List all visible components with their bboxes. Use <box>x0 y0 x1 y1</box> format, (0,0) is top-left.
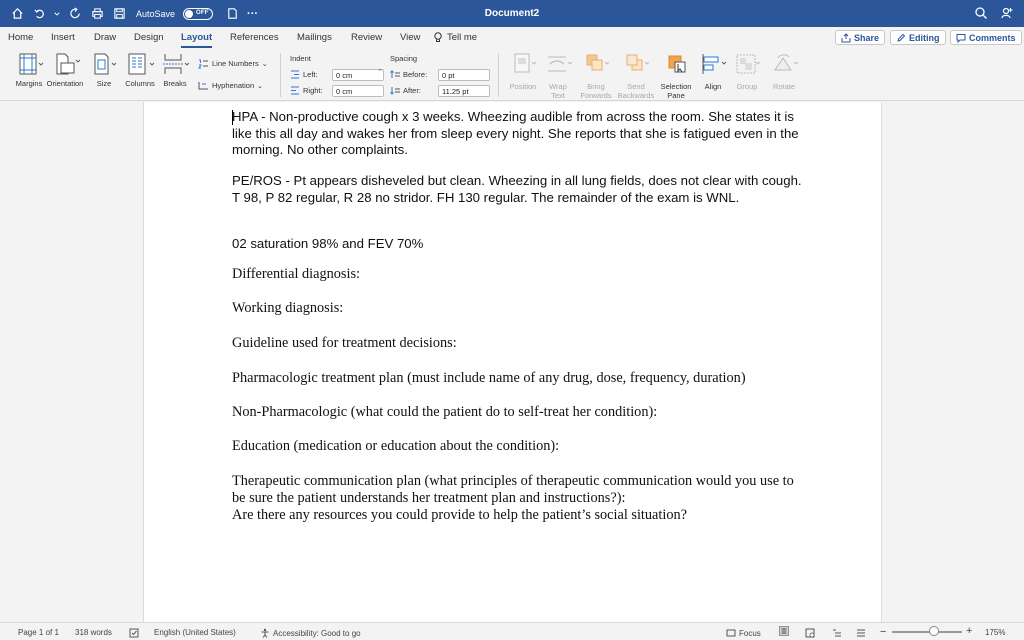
tab-insert[interactable]: Insert <box>51 32 75 43</box>
document-canvas <box>0 102 1024 622</box>
indent-left-input[interactable]: 0 cm <box>332 69 384 81</box>
margins-label: Margins <box>15 79 43 88</box>
rotate-icon <box>769 52 799 76</box>
paragraph-o2-saturation[interactable]: 02 saturation 98% and FEV 70% <box>232 236 424 251</box>
heading-differential-diagnosis[interactable]: Differential diagnosis: <box>232 266 360 282</box>
ribbon-tabs <box>0 27 1024 49</box>
focus-icon <box>726 628 736 638</box>
selection-pane-label-2: Pane <box>667 91 685 100</box>
paragraph-hpa[interactable]: HPA - Non-productive cough x 3 weeks. Wheezing audible from across the room. She states it is like this all day and wakes her from sleep every night. She reports that she is fatigued even in the morning. No other complaints. <box>232 109 799 158</box>
columns-label: Columns <box>125 79 155 88</box>
send-backwards-label-2: Backwards <box>617 91 655 100</box>
document-page[interactable] <box>143 102 882 622</box>
comments-label: Comments <box>969 32 1016 43</box>
selection-pane-button[interactable] <box>656 52 696 100</box>
wrap-text-button[interactable] <box>540 52 576 100</box>
size-label: Size <box>96 79 112 88</box>
indent-left-spinner[interactable]: ⌃ <box>377 69 383 76</box>
send-backwards-icon <box>621 52 651 76</box>
columns-icon <box>123 52 157 76</box>
indent-right-label: Right: <box>290 86 323 95</box>
heading-working-diagnosis[interactable]: Working diagnosis: <box>232 300 344 316</box>
proofing-icon[interactable] <box>129 628 139 638</box>
breaks-button[interactable] <box>158 52 192 88</box>
hyphenation-icon <box>198 80 209 91</box>
tab-home[interactable]: Home <box>8 32 34 43</box>
heading-therapeutic-communication[interactable]: Therapeutic communication plan (what principles of therapeutic communication would you use to be sure the patient understands her treatment plan and instructions?): <box>232 473 794 507</box>
zoom-slider-thumb[interactable] <box>929 626 939 636</box>
wrap-text-label-2: Text <box>551 91 565 100</box>
title-bar <box>0 0 1024 27</box>
hyphenation-button[interactable] <box>198 80 263 91</box>
autosave-label: AutoSave <box>136 8 176 19</box>
size-icon <box>89 52 119 76</box>
size-button[interactable] <box>88 52 120 88</box>
comment-icon <box>956 33 966 43</box>
document-title: Document2 <box>484 8 540 19</box>
position-button[interactable] <box>504 52 542 91</box>
bring-forwards-label-2: Forwards <box>580 91 612 100</box>
chevron-down-icon: ⌄ <box>257 82 263 90</box>
heading-guideline[interactable]: Guideline used for treatment decisions: <box>232 335 457 351</box>
spacing-before-input[interactable]: 0 pt <box>438 69 490 81</box>
send-backwards-label-1: Send <box>627 82 645 91</box>
share-label: Share <box>854 32 880 43</box>
zoom-in-button[interactable]: + <box>966 625 973 637</box>
wrap-text-icon <box>543 52 573 76</box>
draft-view-icon[interactable] <box>856 628 866 638</box>
bring-forwards-button[interactable] <box>576 52 616 100</box>
selection-pane-icon <box>661 52 691 76</box>
tab-view[interactable]: View <box>400 32 421 43</box>
position-label: Position <box>509 82 537 91</box>
line-numbers-icon <box>198 58 209 69</box>
rotate-label: Rotate <box>772 82 796 91</box>
comments-button[interactable] <box>950 30 1022 45</box>
chevron-down-icon: ⌄ <box>261 60 268 68</box>
send-backwards-button[interactable] <box>614 52 658 100</box>
spacing-after-icon <box>390 86 400 95</box>
focus-button[interactable] <box>726 628 761 638</box>
align-label: Align <box>704 82 722 91</box>
spacing-before-icon <box>390 70 400 79</box>
bring-forwards-label-1: Bring <box>587 82 605 91</box>
ribbon-separator <box>280 53 281 97</box>
group-label: Group <box>736 82 758 91</box>
spacing-after-label: After: <box>390 86 421 95</box>
group-button[interactable] <box>730 52 764 91</box>
orientation-button[interactable] <box>42 52 88 88</box>
zoom-slider-track[interactable] <box>892 631 962 633</box>
indent-left-icon <box>290 70 300 79</box>
autosave-state: OFF <box>196 9 209 16</box>
tell-me-search[interactable] <box>433 32 477 43</box>
account-icon[interactable] <box>1000 6 1014 25</box>
position-icon <box>508 52 538 76</box>
heading-resources[interactable]: Are there any resources you could provide to help the patient’s social situation? <box>232 507 687 523</box>
indent-right-input[interactable]: 0 cm <box>332 85 384 97</box>
pencil-icon <box>896 33 906 43</box>
ribbon-separator <box>498 53 499 97</box>
indent-right-icon <box>290 86 300 95</box>
more-commands-icon[interactable]: ··· <box>247 7 259 20</box>
paragraph-pe-ros[interactable]: PE/ROS - Pt appears disheveled but clean. Wheezing in all lung fields, does not clear with cough. T 98, P 82 regular, R 28 no stridor. FH 130 regular. The remainder of the exam is WNL. <box>232 173 802 205</box>
share-button[interactable] <box>835 30 885 45</box>
line-numbers-label: Line Numbers <box>212 59 259 68</box>
layout-ribbon <box>0 49 1024 101</box>
tab-mailings[interactable]: Mailings <box>297 32 332 43</box>
tab-layout[interactable]: Layout <box>181 32 213 43</box>
editing-button[interactable] <box>890 30 946 45</box>
orientation-icon <box>50 52 80 76</box>
share-icon <box>841 33 851 43</box>
accessibility-label: Accessibility: Good to go <box>273 628 361 638</box>
indent-title: Indent <box>290 54 311 63</box>
heading-pharmacologic-plan[interactable]: Pharmacologic treatment plan (must include name of any drug, dose, frequency, duration) <box>232 370 746 386</box>
web-layout-view-icon[interactable] <box>805 628 815 638</box>
selection-pane-label-1: Selection <box>660 82 692 91</box>
editing-label: Editing <box>909 32 940 43</box>
focus-label: Focus <box>739 628 761 638</box>
breaks-icon <box>158 52 192 76</box>
orientation-label: Orientation <box>46 79 84 88</box>
group-icon <box>732 52 762 76</box>
tab-review[interactable]: Review <box>351 32 383 43</box>
hyphenation-label: Hyphenation <box>212 81 255 90</box>
tab-draw[interactable]: Draw <box>94 32 117 43</box>
tab-design[interactable]: Design <box>134 32 164 43</box>
print-layout-view-icon[interactable] <box>779 626 789 636</box>
heading-non-pharmacologic[interactable]: Non-Pharmacologic (what could the patient do to self-treat her condition): <box>232 404 658 420</box>
language[interactable]: English (United States) <box>154 628 236 637</box>
accessibility-checker[interactable] <box>260 628 361 638</box>
lightbulb-icon <box>433 32 443 43</box>
align-icon <box>698 52 728 76</box>
breaks-label: Breaks <box>163 79 187 88</box>
tell-me-label: Tell me <box>447 32 478 43</box>
columns-button[interactable] <box>120 52 160 88</box>
accessibility-icon <box>260 628 270 638</box>
page-count[interactable]: Page 1 of 1 <box>18 628 59 637</box>
search-icon[interactable] <box>974 6 988 25</box>
spacing-title: Spacing <box>390 54 418 63</box>
outline-view-icon[interactable] <box>832 628 842 638</box>
wrap-text-label-1: Wrap <box>549 82 567 91</box>
align-button[interactable] <box>696 52 730 91</box>
spacing-after-input[interactable]: 11.25 pt <box>438 85 490 97</box>
spacing-before-label: Before: <box>390 70 427 79</box>
status-bar <box>0 622 1024 640</box>
word-count[interactable]: 318 words <box>75 628 112 637</box>
indent-left-label: Left: <box>290 70 318 79</box>
tab-references[interactable]: References <box>230 32 279 43</box>
zoom-out-button[interactable]: − <box>880 626 887 638</box>
rotate-button[interactable] <box>764 52 804 91</box>
margins-icon <box>14 52 44 76</box>
zoom-level[interactable]: 175% <box>985 628 1006 637</box>
bring-forwards-icon <box>581 52 611 76</box>
line-numbers-button[interactable] <box>198 58 268 69</box>
heading-education[interactable]: Education (medication or education about the condition): <box>232 438 560 454</box>
